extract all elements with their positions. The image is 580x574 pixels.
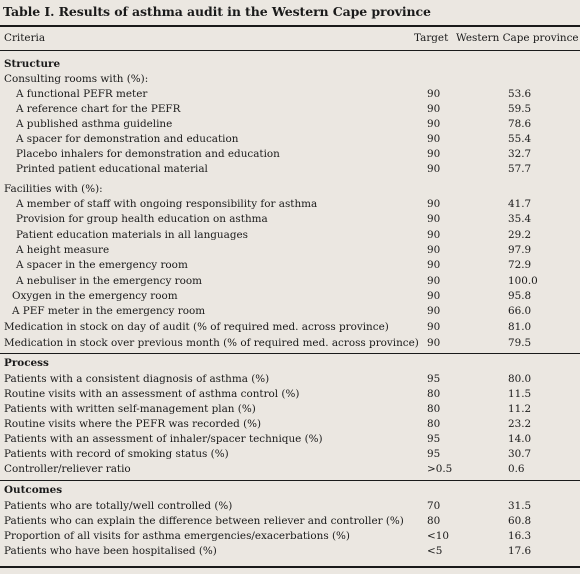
- table-row: [0, 212, 580, 227]
- section-rule: [0, 353, 580, 354]
- value-cell: 30.7: [508, 448, 532, 460]
- section-outcomes: [0, 483, 580, 498]
- target-cell: 90: [427, 88, 441, 100]
- value-cell: 78.6: [508, 118, 532, 130]
- table-row: [0, 514, 580, 529]
- criteria-cell: Medication in stock over previous month (% of required med. across province): [4, 337, 419, 349]
- criteria-cell: Routine visits where the PEFR was recorded (%): [4, 418, 262, 430]
- table-row: [0, 499, 580, 514]
- header-rule: [0, 50, 580, 51]
- table-row: [0, 462, 580, 477]
- target-cell: 90: [427, 259, 441, 271]
- target-cell: 80: [427, 403, 441, 415]
- table-row: [0, 228, 580, 243]
- bottom-rule: [0, 566, 580, 568]
- target-cell: <5: [427, 545, 443, 557]
- target-cell: 70: [427, 500, 441, 512]
- value-cell: 29.2: [508, 229, 532, 241]
- value-cell: 55.4: [508, 133, 532, 145]
- target-cell: 90: [427, 118, 441, 130]
- section-process: [0, 356, 580, 371]
- value-cell: 53.6: [508, 88, 532, 100]
- table-row: [0, 432, 580, 447]
- header-criteria: Criteria: [4, 32, 46, 44]
- table-row: [0, 147, 580, 162]
- value-cell: 66.0: [508, 305, 532, 317]
- table-row: [0, 132, 580, 147]
- table-row: [0, 320, 580, 335]
- table-row: [0, 197, 580, 212]
- value-cell: 32.7: [508, 148, 532, 160]
- section-structure: [0, 57, 580, 72]
- section-rule: [0, 480, 580, 481]
- header-western-cape: Western Cape province: [456, 32, 579, 44]
- section-label: Outcomes: [4, 484, 63, 496]
- criteria-cell: Printed patient educational material: [16, 163, 208, 175]
- value-cell: 97.9: [508, 244, 532, 256]
- value-cell: 11.2: [508, 403, 532, 415]
- value-cell: 16.3: [508, 530, 532, 542]
- table-row: [0, 529, 580, 544]
- table-row: [0, 544, 580, 559]
- target-cell: 80: [427, 388, 441, 400]
- criteria-cell: Patients with a consistent diagnosis of asthma (%): [4, 373, 270, 385]
- target-cell: 90: [427, 148, 441, 160]
- criteria-cell: Medication in stock on day of audit (% of required med. across province): [4, 321, 389, 333]
- target-cell: 90: [427, 163, 441, 175]
- section-label: Process: [4, 357, 49, 369]
- table-row: [0, 162, 580, 177]
- target-cell: 90: [427, 103, 441, 115]
- value-cell: 81.0: [508, 321, 532, 333]
- target-cell: 90: [427, 321, 441, 333]
- criteria-cell: A reference chart for the PEFR: [16, 103, 181, 115]
- criteria-cell: A spacer for demonstration and education: [16, 133, 239, 145]
- table-row: [0, 243, 580, 258]
- criteria-cell: A functional PEFR meter: [16, 88, 148, 100]
- criteria-cell: Patients who are totally/well controlled (%): [4, 500, 233, 512]
- value-cell: 80.0: [508, 373, 532, 385]
- target-cell: 90: [427, 133, 441, 145]
- criteria-cell: Patients with record of smoking status (%): [4, 448, 229, 460]
- table-title: Table I. Results of asthma audit in the Western Cape province: [3, 4, 431, 19]
- subhead-label: Consulting rooms with (%):: [4, 73, 149, 85]
- table-row: [0, 289, 580, 304]
- value-cell: 95.8: [508, 290, 532, 302]
- table-row: [0, 258, 580, 273]
- target-cell: 90: [427, 337, 441, 349]
- criteria-cell: Placebo inhalers for demonstration and education: [16, 148, 280, 160]
- criteria-cell: Patients with an assessment of inhaler/spacer technique (%): [4, 433, 323, 445]
- criteria-cell: A published asthma guideline: [16, 118, 173, 130]
- target-cell: 95: [427, 373, 441, 385]
- criteria-cell: Oxygen in the emergency room: [12, 290, 178, 302]
- table-row: [0, 87, 580, 102]
- criteria-cell: A spacer in the emergency room: [16, 259, 188, 271]
- value-cell: 57.7: [508, 163, 532, 175]
- target-cell: 95: [427, 433, 441, 445]
- criteria-cell: A height measure: [16, 244, 110, 256]
- table-row: [0, 387, 580, 402]
- target-cell: <10: [427, 530, 449, 542]
- target-cell: 90: [427, 244, 441, 256]
- criteria-cell: Patients who can explain the difference between reliever and controller (%): [4, 515, 404, 527]
- table-row: [0, 304, 580, 319]
- value-cell: 23.2: [508, 418, 532, 430]
- table-row: [0, 417, 580, 432]
- criteria-cell: Controller/reliever ratio: [4, 463, 131, 475]
- subhead-consulting: [0, 72, 580, 87]
- table-row: [0, 274, 580, 289]
- value-cell: 14.0: [508, 433, 532, 445]
- target-cell: 90: [427, 290, 441, 302]
- value-cell: 72.9: [508, 259, 532, 271]
- criteria-cell: A PEF meter in the emergency room: [12, 305, 206, 317]
- value-cell: 35.4: [508, 213, 532, 225]
- criteria-cell: Patient education materials in all languages: [16, 229, 248, 241]
- subhead-facilities: [0, 182, 580, 197]
- header-row: [0, 31, 580, 46]
- table-row: [0, 372, 580, 387]
- target-cell: 90: [427, 305, 441, 317]
- value-cell: 31.5: [508, 500, 532, 512]
- criteria-cell: Provision for group health education on asthma: [16, 213, 268, 225]
- target-cell: 90: [427, 213, 441, 225]
- table-row: [0, 336, 580, 351]
- section-label: Structure: [4, 58, 61, 70]
- table-row: [0, 102, 580, 117]
- table-row: [0, 447, 580, 462]
- target-cell: 90: [427, 275, 441, 287]
- target-cell: 90: [427, 229, 441, 241]
- criteria-cell: A member of staff with ongoing responsibility for asthma: [16, 198, 318, 210]
- criteria-cell: Proportion of all visits for asthma emergencies/exacerbations (%): [4, 530, 350, 542]
- value-cell: 17.6: [508, 545, 532, 557]
- criteria-cell: Patients who have been hospitalised (%): [4, 545, 217, 557]
- table-row: [0, 117, 580, 132]
- value-cell: 41.7: [508, 198, 532, 210]
- subhead-label: Facilities with (%):: [4, 183, 103, 195]
- criteria-cell: A nebuliser in the emergency room: [16, 275, 202, 287]
- value-cell: 79.5: [508, 337, 532, 349]
- value-cell: 0.6: [508, 463, 525, 475]
- criteria-cell: Routine visits with an assessment of asthma control (%): [4, 388, 300, 400]
- value-cell: 11.5: [508, 388, 532, 400]
- target-cell: >0.5: [427, 463, 453, 475]
- value-cell: 59.5: [508, 103, 532, 115]
- target-cell: 90: [427, 198, 441, 210]
- target-cell: 95: [427, 448, 441, 460]
- target-cell: 80: [427, 515, 441, 527]
- value-cell: 60.8: [508, 515, 532, 527]
- criteria-cell: Patients with written self-management plan (%): [4, 403, 256, 415]
- table-row: [0, 402, 580, 417]
- target-cell: 80: [427, 418, 441, 430]
- top-rule: [0, 25, 580, 27]
- header-target: Target: [414, 32, 449, 44]
- value-cell: 100.0: [508, 275, 538, 287]
